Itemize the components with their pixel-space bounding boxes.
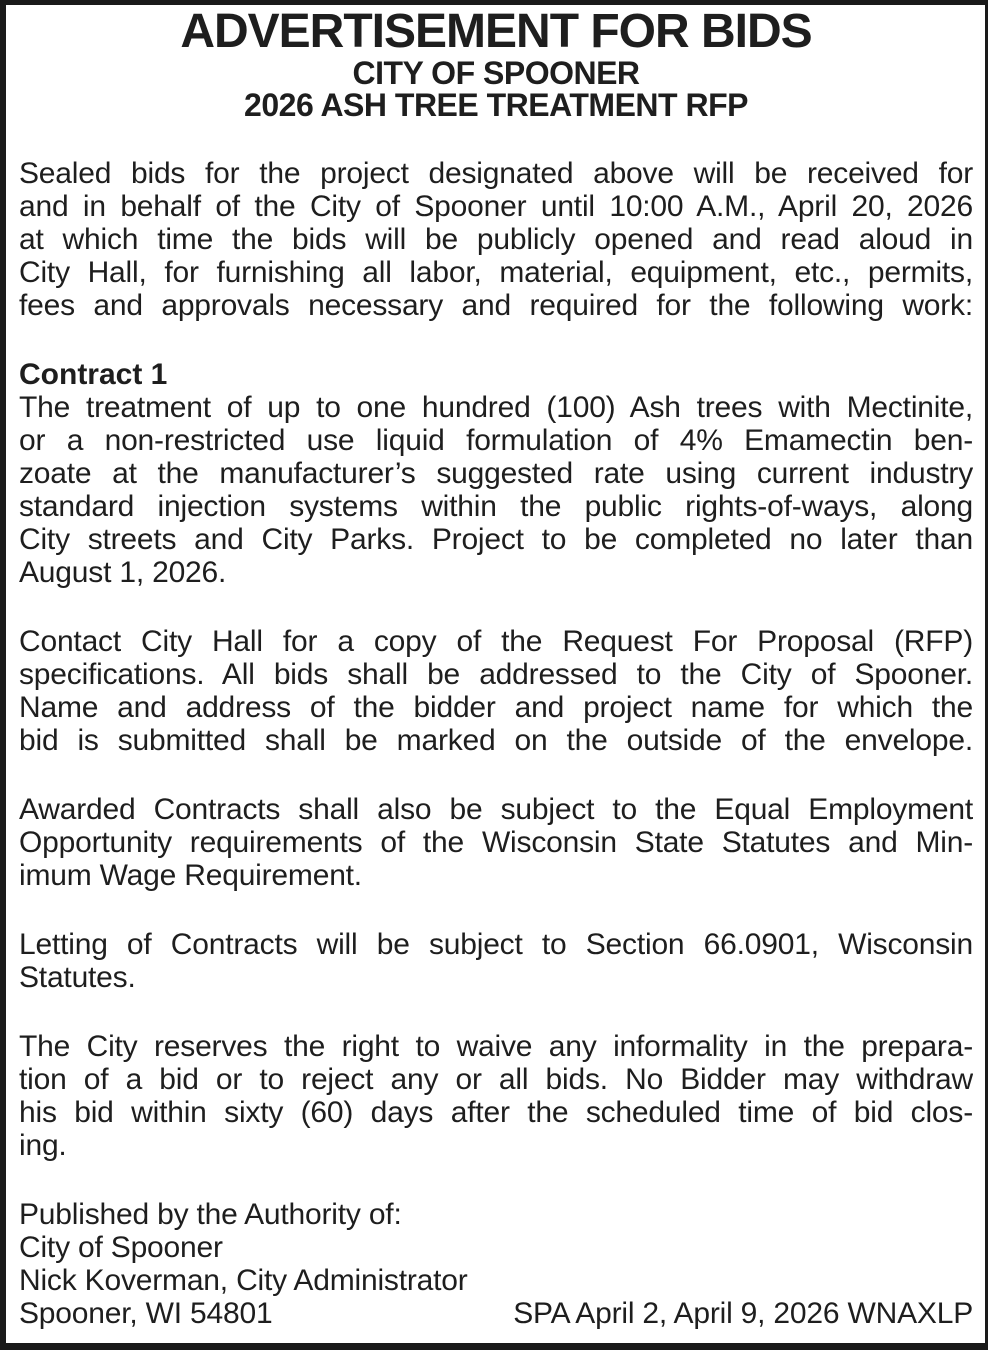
paragraph [19, 358, 973, 589]
text-line: fees and approvals necessary and required for the following work: [19, 289, 973, 322]
text-line: and in behalf of the City of Spooner until 10:00 A.M., April 20, 2026 [19, 190, 973, 223]
notice-header [19, 7, 973, 121]
text-line: The treatment of up to one hundred (100) Ash trees with Mectinite, [19, 391, 973, 424]
publication-dates-tag: SPA April 2, April 9, 2026 WNAXLP [513, 1297, 973, 1330]
paragraph-heading: Contract 1 [19, 358, 168, 391]
paragraph [19, 793, 973, 892]
text-line: Contact City Hall for a copy of the Request For Proposal (RFP) [19, 625, 973, 658]
text-line: City streets and City Parks. Project to be completed no later than [19, 523, 973, 556]
notice-body [19, 157, 973, 1162]
text-line: at which time the bids will be publicly opened and read aloud in [19, 223, 973, 256]
text-line: Opportunity requirements of the Wisconsin State Statutes and Min- [19, 826, 973, 859]
text-line: Statutes. [19, 961, 136, 994]
paragraph [19, 928, 973, 994]
text-line: or a non-restricted use liquid formulation of 4% Emamectin ben- [19, 424, 973, 457]
text-line: The City reserves the right to waive any informality in the prepara- [19, 1030, 973, 1063]
notice-closing [19, 1198, 973, 1330]
closing-footer-row [19, 1297, 973, 1330]
text-line: Name and address of the bidder and project name for which the [19, 691, 973, 724]
closing-city-line: City of Spooner [19, 1231, 223, 1264]
text-line: Letting of Contracts will be subject to Section 66.0901, Wisconsin [19, 928, 973, 961]
closing-administrator-line: Nick Koverman, City Administrator [19, 1264, 468, 1297]
paragraph [19, 157, 973, 322]
closing-address: Spooner, WI 54801 [19, 1297, 273, 1330]
notice-title: ADVERTISEMENT FOR BIDS [180, 5, 812, 58]
text-line: bid is submitted shall be marked on the outside of the envelope. [19, 724, 973, 757]
closing-authority-line: Published by the Authority of: [19, 1198, 402, 1231]
text-line: August 1, 2026. [19, 556, 227, 589]
text-line: his bid within sixty (60) days after the scheduled time of bid clos- [19, 1096, 973, 1129]
notice-subtitle-project: 2026 ASH TREE TREATMENT RFP [244, 87, 748, 123]
paragraph [19, 625, 973, 757]
text-line: zoate at the manufacturer’s suggested rate using current industry [19, 457, 973, 490]
text-line: specifications. All bids shall be addressed to the City of Spooner. [19, 658, 973, 691]
text-line: standard injection systems within the public rights-of-ways, along [19, 490, 973, 523]
notice-subtitle-city: CITY OF SPOONER [352, 55, 640, 91]
text-line: imum Wage Requirement. [19, 859, 362, 892]
paragraph [19, 1030, 973, 1162]
text-line: Sealed bids for the project designated above will be received for [19, 157, 973, 190]
text-line: City Hall, for furnishing all labor, material, equipment, etc., permits, [19, 256, 973, 289]
text-line: ing. [19, 1129, 67, 1162]
text-line: tion of a bid or to reject any or all bids. No Bidder may withdraw [19, 1063, 973, 1096]
text-line: Awarded Contracts shall also be subject to the Equal Employment [19, 793, 973, 826]
